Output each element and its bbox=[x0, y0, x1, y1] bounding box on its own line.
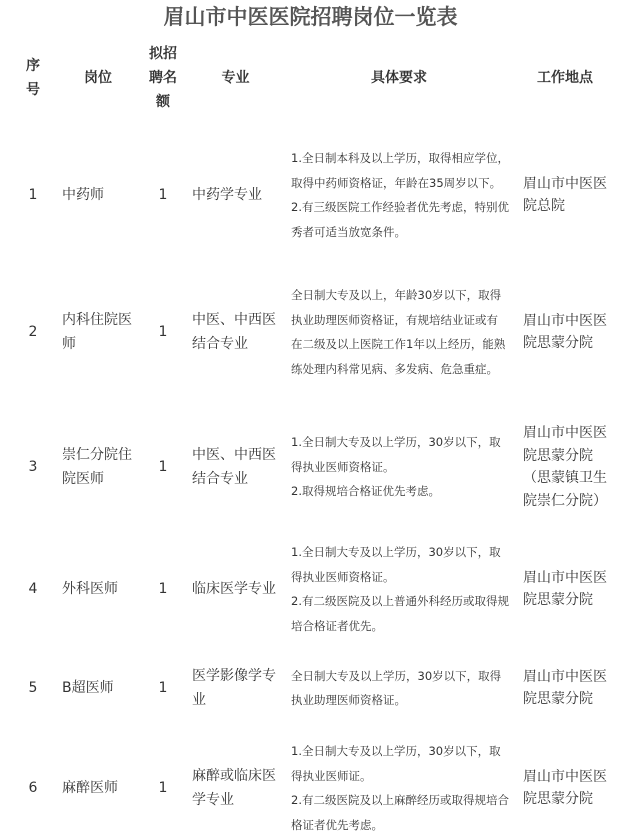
cell-count: 1 bbox=[158, 780, 168, 796]
cell-location: 眉山市中医医院思蒙分院 bbox=[523, 312, 607, 351]
cell-position: B超医师 bbox=[62, 680, 114, 696]
cell-no: 6 bbox=[28, 780, 38, 796]
cell-major: 中医、中西医结合专业 bbox=[192, 312, 276, 352]
cell-position: 外科医师 bbox=[62, 581, 118, 597]
header-location: 工作地点 bbox=[537, 70, 593, 86]
cell-requirements bbox=[283, 736, 515, 840]
cell-position: 麻醉医师 bbox=[62, 780, 118, 796]
header-major: 专业 bbox=[221, 70, 250, 86]
table-row bbox=[8, 640, 615, 736]
cell-count: 1 bbox=[158, 187, 168, 203]
cell-major: 医学影像学专业 bbox=[192, 668, 276, 708]
header-no: 序号 bbox=[26, 58, 40, 98]
header-position: 岗位 bbox=[84, 70, 112, 86]
requirement-line: 2.有二级医院及以上普通外科经历或取得规培合格证者优先。 bbox=[291, 594, 509, 633]
table-row bbox=[8, 736, 615, 840]
requirement-line: 2.取得规培合格证优先考虑。 bbox=[291, 484, 440, 499]
cell-position: 内科住院医师 bbox=[62, 312, 132, 352]
table-row bbox=[8, 268, 615, 396]
cell-no: 5 bbox=[28, 680, 38, 696]
cell-major: 中药学专业 bbox=[192, 187, 262, 203]
page-title: 眉山市中医医院招聘岗位一览表 bbox=[163, 4, 458, 29]
cell-no: 4 bbox=[28, 581, 38, 597]
cell-location: 眉山市中医医院总院 bbox=[523, 175, 607, 214]
table-row bbox=[8, 122, 615, 268]
cell-count: 1 bbox=[158, 680, 168, 696]
cell-position: 中药师 bbox=[62, 187, 104, 203]
cell-count: 1 bbox=[158, 459, 168, 475]
requirement-line: 1.全日制大专及以上学历，30岁以下，取得执业医师资格证。 bbox=[291, 545, 501, 584]
requirement-line: 全日制大专及以上，年龄30岁以下，取得执业助理医师资格证，有规培结业证或有在二级及以上医院工作1年以上经历，能熟练处理内科常见病、多发病、危急重症。 bbox=[291, 288, 506, 376]
cell-no: 3 bbox=[28, 459, 38, 475]
cell-count: 1 bbox=[158, 324, 168, 340]
cell-requirements bbox=[283, 640, 515, 736]
cell-no: 2 bbox=[28, 324, 38, 340]
table-row bbox=[8, 538, 615, 640]
cell-count: 1 bbox=[158, 581, 168, 597]
cell-requirements bbox=[283, 538, 515, 640]
table-header-row bbox=[8, 34, 615, 122]
cell-requirements bbox=[283, 268, 515, 396]
cell-position: 崇仁分院住院医师 bbox=[62, 447, 132, 487]
requirement-line: 全日制大专及以上学历，30岁以下，取得执业助理医师资格证。 bbox=[291, 668, 502, 707]
cell-location: 眉山市中医医院思蒙分院（思蒙镇卫生院崇仁分院） bbox=[523, 425, 607, 509]
job-table bbox=[8, 34, 615, 840]
requirement-line: 1.全日制本科及以上学历，取得相应学位，取得中药师资格证，年龄在35周岁以下。 bbox=[291, 151, 509, 190]
cell-location: 眉山市中医医院思蒙分院 bbox=[523, 569, 607, 608]
table-row bbox=[8, 396, 615, 538]
requirement-line: 2.有三级医院工作经验者优先考虑，特别优秀者可适当放宽条件。 bbox=[291, 200, 509, 239]
cell-location: 眉山市中医医院思蒙分院 bbox=[523, 668, 607, 707]
cell-requirements bbox=[283, 122, 515, 268]
header-requirements: 具体要求 bbox=[371, 70, 427, 86]
cell-major: 临床医学专业 bbox=[192, 581, 276, 597]
cell-major: 中医、中西医结合专业 bbox=[192, 447, 276, 487]
cell-major: 麻醉或临床医学专业 bbox=[192, 768, 276, 808]
cell-location: 眉山市中医医院思蒙分院 bbox=[523, 768, 607, 807]
cell-requirements bbox=[283, 396, 515, 538]
requirement-line: 2.有二级医院及以上麻醉经历或取得规培合格证者优先考虑。 bbox=[291, 793, 509, 832]
cell-no: 1 bbox=[28, 187, 38, 203]
requirement-line: 1.全日制大专及以上学历，30岁以下，取得执业医师证。 bbox=[291, 744, 501, 783]
header-count: 拟招聘名额 bbox=[149, 46, 177, 110]
requirement-line: 1.全日制大专及以上学历，30岁以下，取得执业医师资格证。 bbox=[291, 435, 501, 474]
